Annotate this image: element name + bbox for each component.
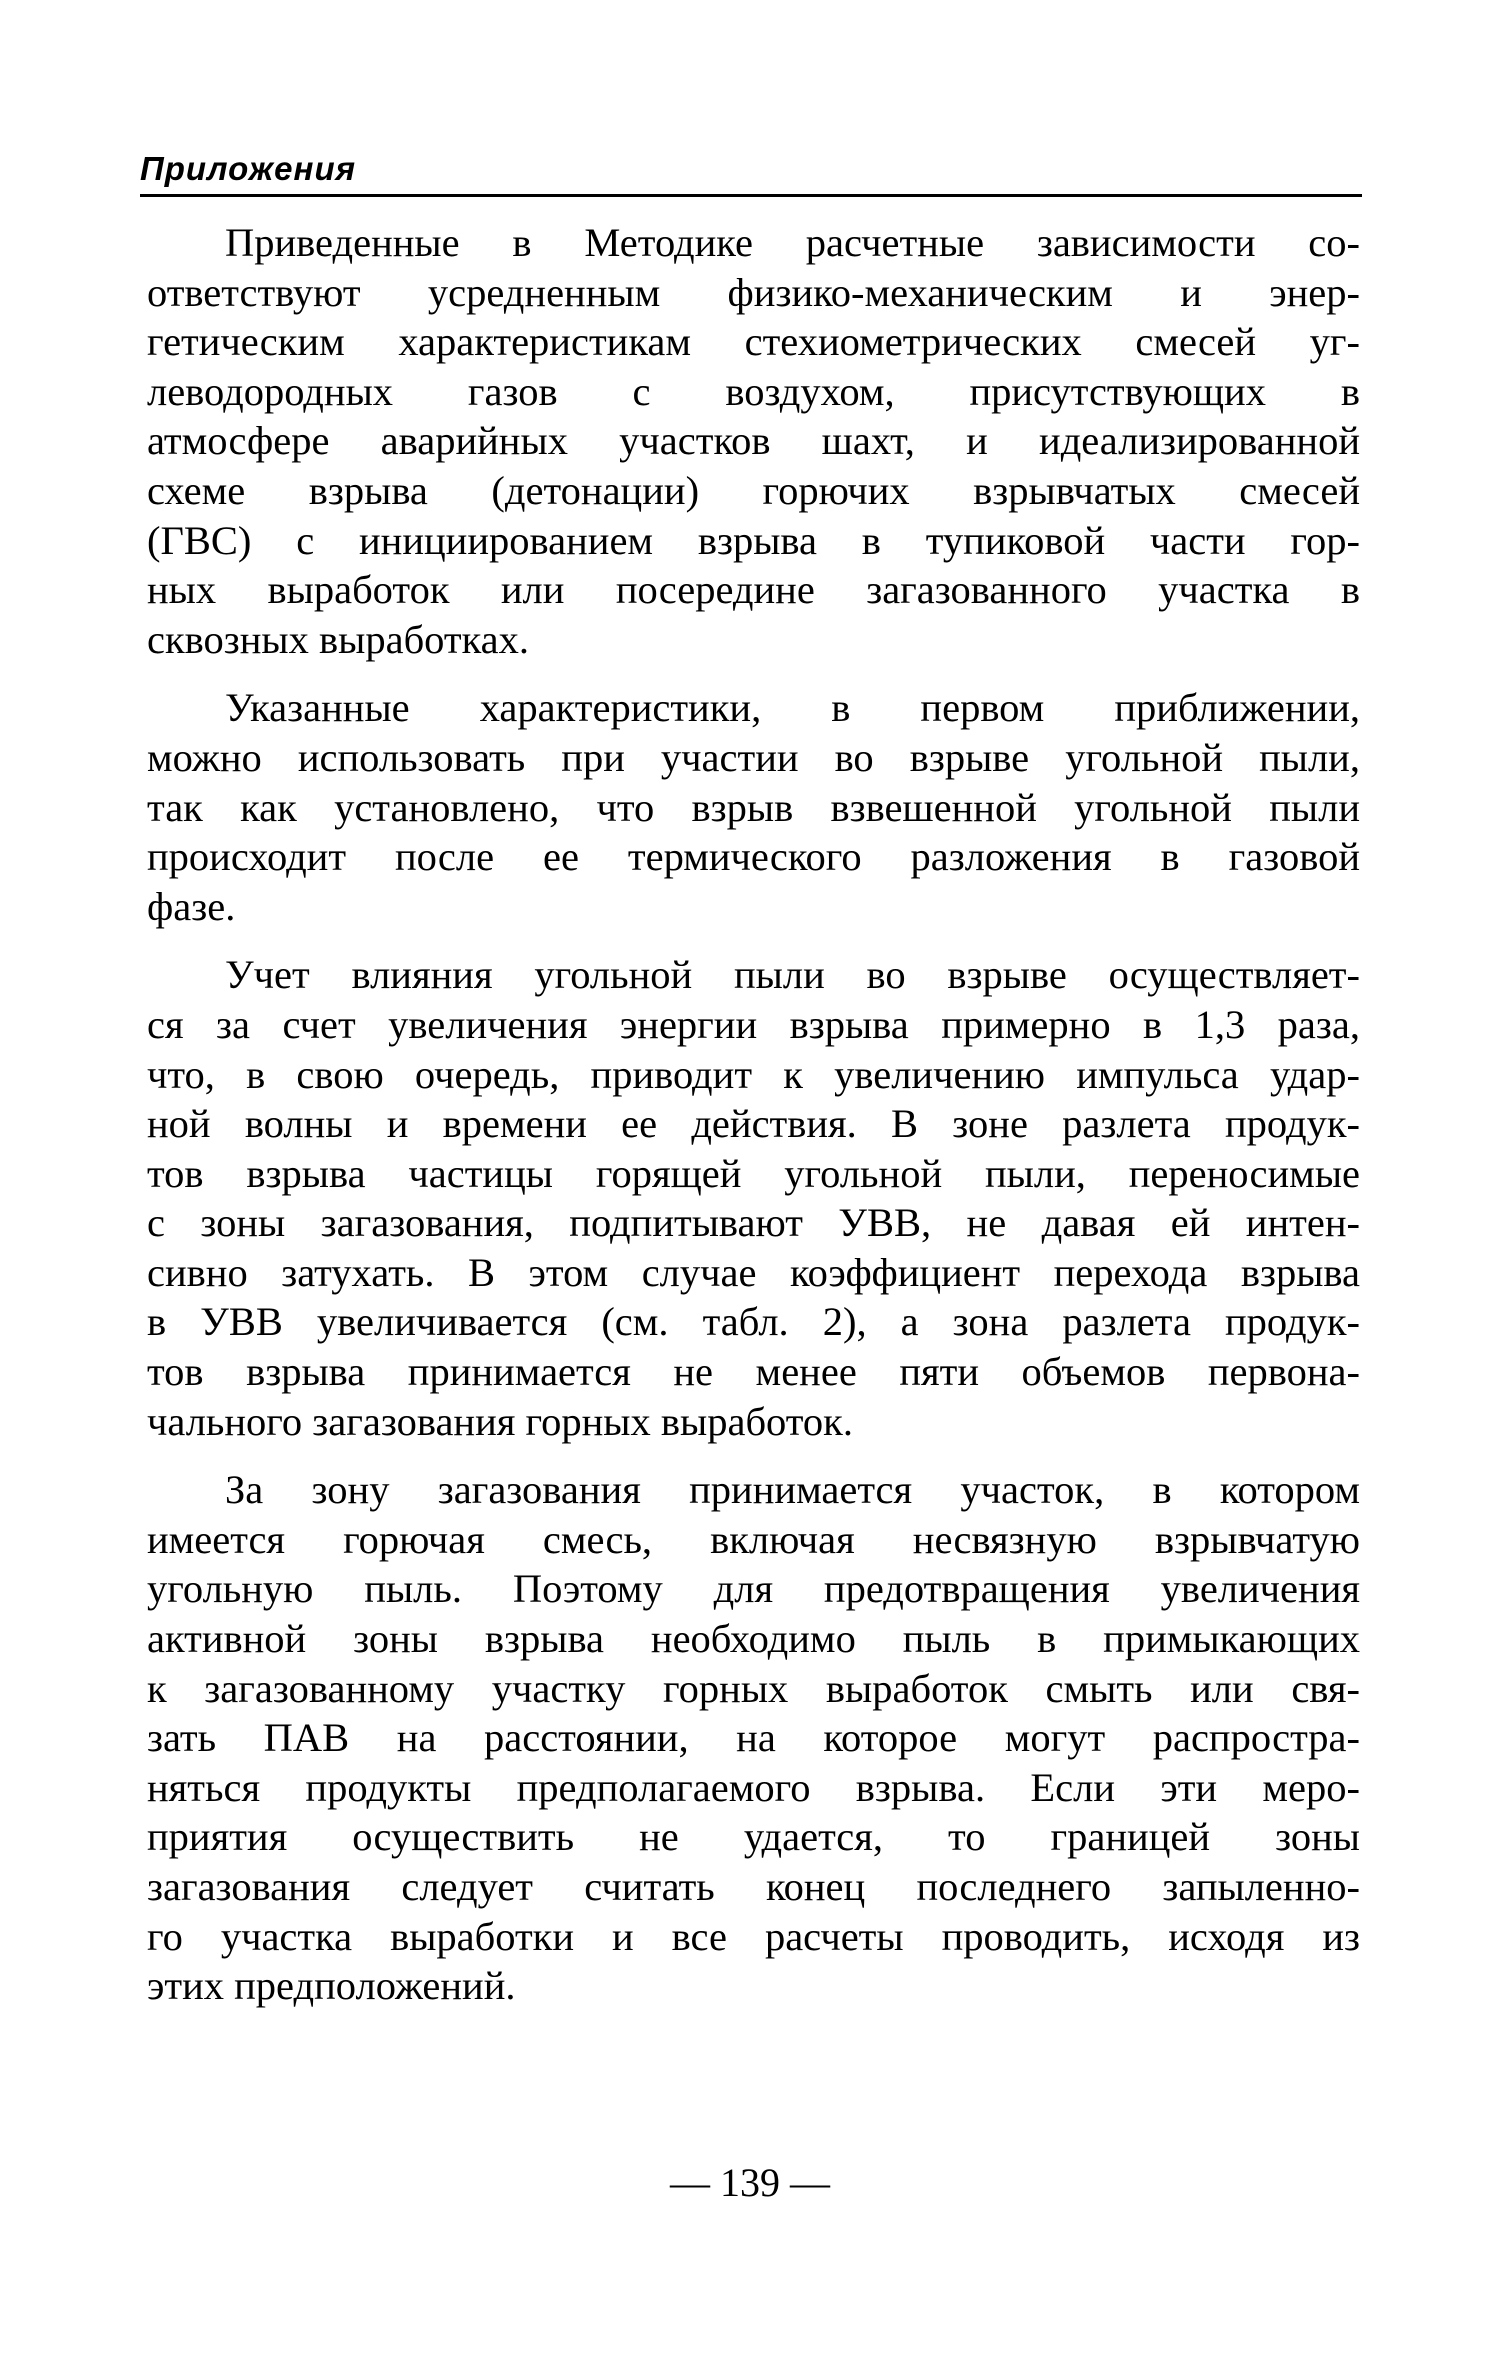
text-line: сквозных выработках.: [147, 616, 530, 662]
text-line: За зону загазования принимается участок, в котором: [225, 1467, 1360, 1513]
text-line: Учет влияния угольной пыли во взрыве осуществляет-: [225, 952, 1360, 998]
text-line: к загазованному участку горных выработок смыть или свя-: [147, 1665, 1360, 1711]
text-line: го участка выработки и все расчеты проводить, исходя из: [147, 1913, 1360, 1959]
running-header: [140, 148, 1362, 197]
text-line: можно использовать при участии во взрыве угольной пыли,: [147, 734, 1360, 780]
text-line: зать ПАВ на расстоянии, на которое могут распростра-: [147, 1715, 1360, 1761]
text-line: ся за счет увеличения энергии взрыва примерно в 1,3 раза,: [147, 1001, 1360, 1047]
text-line: ных выработок или посередине загазованного участка в: [147, 567, 1360, 613]
text-line: происходит после ее термического разложения в газовой: [147, 834, 1360, 880]
text-line: чального загазования горных выработок.: [147, 1398, 853, 1444]
text-line: леводородных газов с воздухом, присутствующих в: [147, 368, 1360, 414]
text-line: Указанные характеристики, в первом приближении,: [225, 685, 1360, 731]
paragraph-1: [147, 218, 1360, 664]
text-line: так как установлено, что взрыв взвешенной угольной пыли: [147, 784, 1360, 830]
text-line: сивно затухать. В этом случае коэффициент перехода взрыва: [147, 1249, 1360, 1295]
text-line: приятия осуществить не удается, то границей зоны: [147, 1814, 1360, 1860]
text-line: няться продукты предполагаемого взрыва. Если эти меро-: [147, 1764, 1360, 1810]
body-text: [147, 218, 1360, 2011]
text-line: ной волны и времени ее действия. В зоне разлета продук-: [147, 1101, 1360, 1147]
text-line: ответствуют усредненным физико-механическим и энер-: [147, 269, 1360, 315]
text-line: имеется горючая смесь, включая несвязную взрывчатую: [147, 1516, 1360, 1562]
paragraph-2: [147, 683, 1360, 931]
section-title: Приложения: [140, 150, 357, 187]
text-line: тов взрыва принимается не менее пяти объемов первона-: [147, 1349, 1360, 1395]
text-line: активной зоны взрыва необходимо пыль в примыкающих: [147, 1616, 1360, 1662]
text-line: угольную пыль. Поэтому для предотвращения увеличения: [147, 1566, 1360, 1612]
text-line: схеме взрыва (детонации) горючих взрывчатых смесей: [147, 467, 1360, 513]
text-line: (ГВС) с инициированием взрыва в тупиковой части гор-: [147, 517, 1360, 563]
page-number: — 139 —: [670, 2160, 830, 2205]
text-line: что, в свою очередь, приводит к увеличению импульса удар-: [147, 1051, 1360, 1097]
text-line: загазования следует считать конец последнего запыленно-: [147, 1864, 1360, 1909]
text-line: тов взрыва частицы горящей угольной пыли, переносимые: [147, 1150, 1360, 1196]
paragraph-3: [147, 950, 1360, 1446]
text-line: с зоны загазования, подпитывают УВВ, не давая ей интен-: [147, 1200, 1360, 1246]
text-line: атмосфере аварийных участков шахт, и идеализированной: [147, 418, 1360, 464]
paragraph-4: [147, 1465, 1360, 2011]
text-line: в УВВ увеличивается (см. табл. 2), а зона разлета продук-: [147, 1299, 1360, 1345]
text-line: этих предположений.: [147, 1963, 516, 2009]
text-line: гетическим характеристикам стехиометрических смесей уг-: [147, 319, 1360, 365]
text-line: фазе.: [147, 883, 236, 929]
text-line: Приведенные в Методике расчетные зависимости со-: [225, 220, 1360, 265]
